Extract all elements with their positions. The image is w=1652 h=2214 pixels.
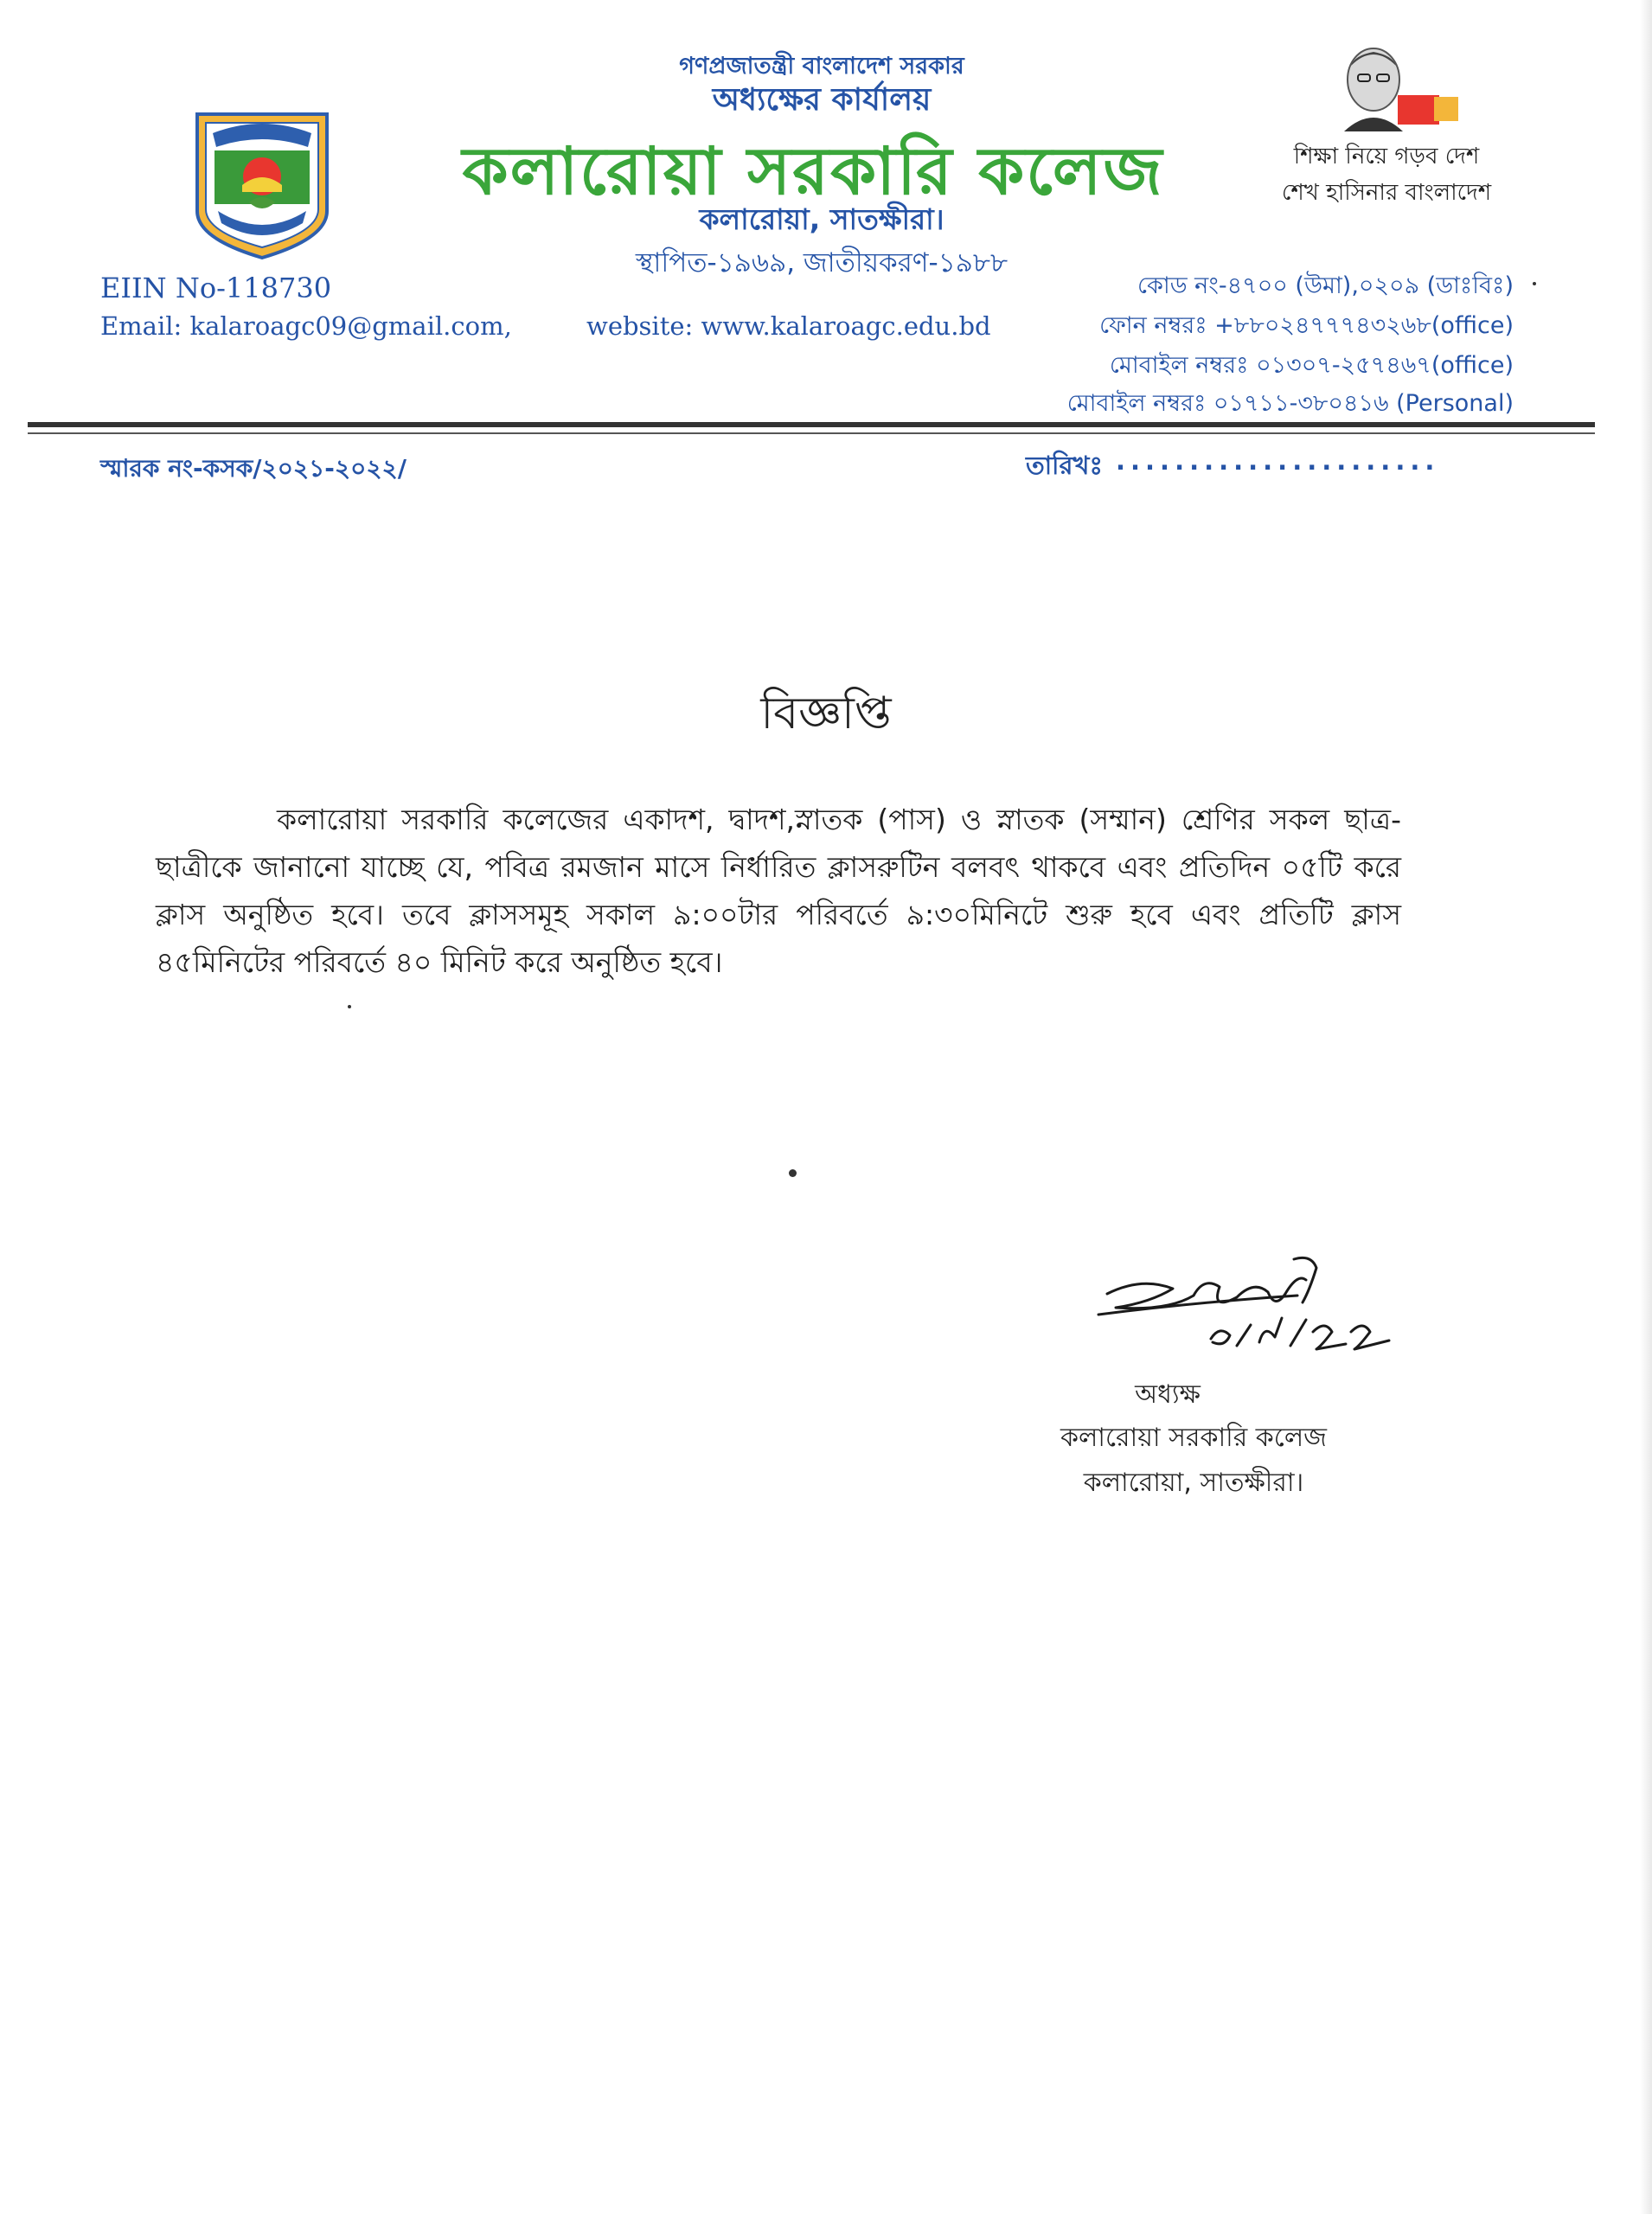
slogan-line-1: শিক্ষা নিয়ে গড়ব দেশ: [1293, 144, 1480, 170]
eiin-number: EIIN No-118730: [100, 272, 332, 304]
email-address: Email: kalaroagc09@gmail.com,: [100, 311, 512, 341]
handwritten-signature: [1090, 1242, 1418, 1372]
college-logo-emblem: [192, 109, 332, 261]
mobile-office: মোবাইল নম্বরঃ ০১৩০৭-২৫৭৪৬৭(office): [1109, 352, 1514, 379]
signatory-designation: অধ্যক্ষ: [1135, 1379, 1201, 1410]
header-divider-thin: [28, 432, 1595, 434]
memo-number: স্মারক নং-কসক/২০২১-২০২২/: [100, 454, 407, 483]
slogan-line-2: শেখ হাসিনার বাংলাদেশ: [1281, 180, 1492, 206]
notice-body: কলারোয়া সরকারি কলেজের একাদশ, দ্বাদশ,স্নাতক (পাস) ও স্নাতক (সম্মান) শ্রেণির সকল ছাত্র-ছাত্রীকে জানানো যাচ্ছে যে, পবিত্র রমজান মাসে নির্ধারিত ক্লাসরুটিন বলবৎ থাকবে এবং প্রতিদিন ০৫টি করে ক্লাস অনুষ্ঠিত হবে। তবে ক্লাসসমূহ সকাল ৯:০০টার পরিবর্তে ৯:৩০মিনিটে শুরু হবে এবং প্রতিটি ক্লাস ৪৫মিনিটের পরিবর্তে ৪০ মিনিট করে অনুষ্ঠিত হবে।: [156, 803, 1401, 979]
header-divider: [28, 422, 1595, 427]
scan-edge: [1640, 0, 1652, 2214]
date-label: তারিখঃ: [1026, 451, 1103, 480]
signature: [1090, 1242, 1418, 1372]
portrait-emblem: [1332, 40, 1462, 135]
website-address: website: www.kalaroagc.edu.bd: [586, 311, 991, 341]
established-info: স্থাপিত-১৯৬৯, জাতীয়করণ-১৯৮৮: [635, 247, 1008, 278]
government-title: গণপ্রজাতন্ত্রী বাংলাদেশ সরকার: [679, 53, 964, 80]
college-name: কলারোয়া সরকারি কলেজ: [462, 132, 1164, 209]
signatory-location: কলারোয়া, সাতক্ষীরা।: [1083, 1468, 1304, 1498]
date-blank: ......................: [1116, 446, 1440, 476]
college-location: কলারোয়া, সাতক্ষীরা।: [699, 202, 944, 236]
mobile-personal: মোবাইল নম্বরঃ ০১৭১১-৩৮০৪১৬ (Personal): [1066, 390, 1514, 417]
college-code: কোড নং-৪৭০০ (উমা),০২০৯ (ডাঃবিঃ): [1137, 272, 1514, 299]
office-title: অধ্যক্ষের কার্যালয়: [712, 82, 932, 118]
scan-speck: [1533, 282, 1536, 285]
phone-number: ফোন নম্বরঃ +৮৮০২৪৭৭৭৪৩২৬৮(office): [1099, 312, 1514, 339]
signatory-college: কলারোয়া সরকারি কলেজ: [1060, 1423, 1328, 1453]
college-logo: [192, 109, 332, 261]
portrait-image: [1332, 40, 1462, 135]
scan-speck: [348, 1005, 351, 1008]
notice-heading: বিজ্ঞপ্তি: [760, 688, 892, 739]
scan-speck: [789, 1169, 797, 1177]
